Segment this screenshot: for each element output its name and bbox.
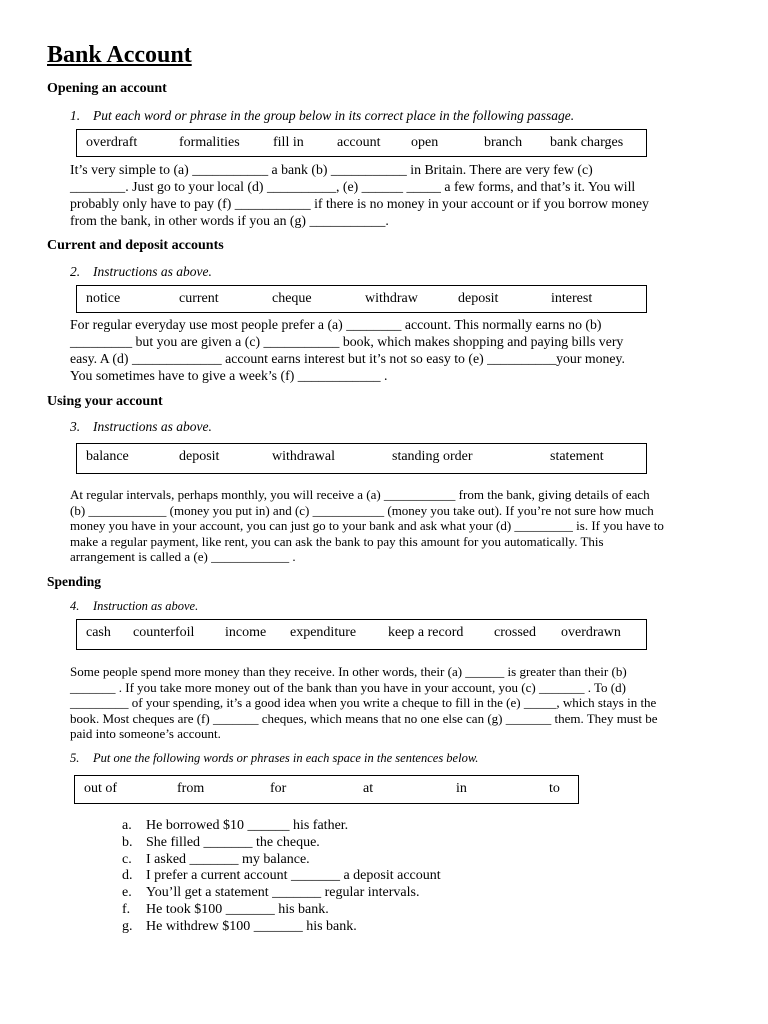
instruction-text: Instructions as above. <box>93 264 212 279</box>
word-box-item: to <box>549 781 560 796</box>
word-box-item: account <box>337 135 381 150</box>
word-box-4 <box>76 619 647 650</box>
list-item <box>122 919 441 936</box>
word-box-item: for <box>270 781 287 796</box>
page-title: Bank Account <box>47 42 192 68</box>
word-box-item: withdrawal <box>272 449 335 464</box>
word-box-item: formalities <box>179 135 240 150</box>
list-item-text: He withdrew $100 _______ his bank. <box>146 918 357 934</box>
word-box-1 <box>76 129 647 157</box>
list-item-text: You’ll get a statement _______ regular intervals. <box>146 885 420 901</box>
instruction-text: Put each word or phrase in the group below in its correct place in the following passage. <box>93 108 575 123</box>
word-box-item: crossed <box>494 625 536 640</box>
list-item <box>122 868 441 885</box>
exercise-3-passage <box>70 487 664 565</box>
word-box-item: keep a record <box>388 625 464 640</box>
list-item-label: e. <box>122 885 132 901</box>
exercise-number: 3. <box>70 419 81 434</box>
passage-line: Some people spend more money than they receive. In other words, their (a) ______ is greater than their (b) <box>70 664 627 679</box>
word-box-item: income <box>225 625 267 640</box>
instruction-text: Put one the following words or phrases in each space in the sentences below. <box>93 751 479 765</box>
exercise-1-instruction <box>70 108 574 124</box>
passage-line: arrangement is called a (e) ____________ . <box>70 549 296 565</box>
exercise-number: 5. <box>70 751 80 765</box>
exercise-4-instruction <box>70 599 198 614</box>
passage-line: It’s very simple to (a) ___________ a bank (b) ___________ in Britain. There are very few (c) <box>70 162 593 177</box>
passage-line: from the bank, in other words if you an (g) ___________. <box>70 213 389 228</box>
list-item-text: I asked _______ my balance. <box>146 851 310 867</box>
passage-line: _________ but you are given a (c) ___________ book, which makes shopping and paying bills very <box>70 334 624 349</box>
word-box-item: deposit <box>458 291 499 306</box>
exercise-3-instruction <box>70 419 212 435</box>
word-box-item: deposit <box>179 449 220 464</box>
word-box-item: standing order <box>392 449 473 464</box>
list-item-text: He took $100 _______ his bank. <box>146 901 329 917</box>
list-item-label: f. <box>122 901 131 917</box>
word-box-5 <box>74 775 579 804</box>
word-box-item: branch <box>484 135 523 150</box>
word-box-item: from <box>177 781 205 796</box>
passage-line: At regular intervals, perhaps monthly, you will receive a (a) ___________ from the bank, giving details of each <box>70 487 650 502</box>
exercise-5-sentences <box>122 818 441 936</box>
word-box-item: overdraft <box>86 135 138 150</box>
exercise-number: 2. <box>70 264 81 279</box>
exercise-2-instruction <box>70 264 212 280</box>
list-item-label: a. <box>122 818 132 833</box>
passage-line: make a regular payment, like rent, you can ask the bank to pay this amount for you automatically. This <box>70 533 604 549</box>
list-item-text: I prefer a current account _______ a deposit account <box>146 868 441 884</box>
passage-line: probably only have to pay (f) ___________ if there is no money in your account or if you borrow money <box>70 196 649 211</box>
word-box-item: current <box>179 291 219 306</box>
word-box-item: at <box>363 781 374 796</box>
word-box-item: statement <box>550 449 604 464</box>
exercise-5-instruction <box>70 751 478 766</box>
word-box-item: bank charges <box>550 135 624 150</box>
word-box-item: overdrawn <box>561 625 621 640</box>
passage-line: You sometimes have to give a week’s (f) ____________ . <box>70 368 388 383</box>
list-item-text: He borrowed $10 ______ his father. <box>146 818 349 833</box>
list-item <box>122 902 441 919</box>
passage-line: For regular everyday use most people prefer a (a) ________ account. This normally earns no (b) <box>70 317 602 332</box>
list-item <box>122 852 441 869</box>
list-item-label: d. <box>122 868 133 884</box>
word-box-item: counterfoil <box>133 625 195 640</box>
list-item <box>122 885 441 902</box>
word-box-2 <box>76 285 647 313</box>
word-box-item: fill in <box>273 135 304 150</box>
list-item <box>122 818 441 835</box>
passage-line: book. Most cheques are (f) _______ cheques, which means that no one else can (g) _______ them. They must be <box>70 710 658 726</box>
section-heading-spending: Spending <box>47 574 102 589</box>
passage-line: easy. A (d) _____________ account earns interest but it’s not so easy to (e) __________your money. <box>70 351 625 366</box>
word-box-item: expenditure <box>290 625 357 640</box>
section-heading-opening-account: Opening an account <box>47 81 167 96</box>
passage-line: _________ of your spending, it’s a good idea when you write a cheque to fill in the (e) _____, which stays in the <box>70 695 657 711</box>
word-box-item: in <box>456 781 467 796</box>
passage-line: _______ . If you take more money out of the bank than you have in your account, you (c) _______ . To (d) <box>70 679 626 695</box>
instruction-text: Instruction as above. <box>93 599 199 613</box>
list-item-label: c. <box>122 851 132 867</box>
word-box-item: withdraw <box>365 291 418 306</box>
word-box-item: notice <box>86 291 121 306</box>
word-box-3 <box>76 443 647 474</box>
exercise-2-passage <box>70 316 625 384</box>
list-item <box>122 835 441 852</box>
word-box-item: cash <box>86 625 111 640</box>
word-box-item: cheque <box>272 291 312 306</box>
list-item-label: g. <box>122 918 133 934</box>
instruction-text: Instructions as above. <box>93 419 212 434</box>
list-item-label: b. <box>122 834 133 850</box>
passage-line: money you have in your account, you can just go to your bank and ask what your (d) _________ is. If you have to <box>70 518 664 534</box>
exercise-4-passage <box>70 664 658 742</box>
word-box-item: balance <box>86 449 129 464</box>
exercise-number: 1. <box>70 108 81 123</box>
list-item-text: She filled _______ the cheque. <box>146 834 320 850</box>
word-box-item: open <box>411 135 439 150</box>
passage-line: paid into someone’s account. <box>70 726 221 742</box>
passage-line: (b) ____________ (money you put in) and (c) ___________ (money you take out). If you’re not sure how much <box>70 502 654 518</box>
exercise-number: 4. <box>70 599 80 613</box>
word-box-item: out of <box>84 781 118 796</box>
word-box-item: interest <box>551 291 593 306</box>
section-heading-current-deposit: Current and deposit accounts <box>47 238 224 253</box>
exercise-1-passage <box>70 161 649 229</box>
section-heading-using-account: Using your account <box>47 394 163 409</box>
passage-line: ________. Just go to your local (d) __________, (e) ______ _____ a few forms, and that’s it. You will <box>70 179 636 194</box>
